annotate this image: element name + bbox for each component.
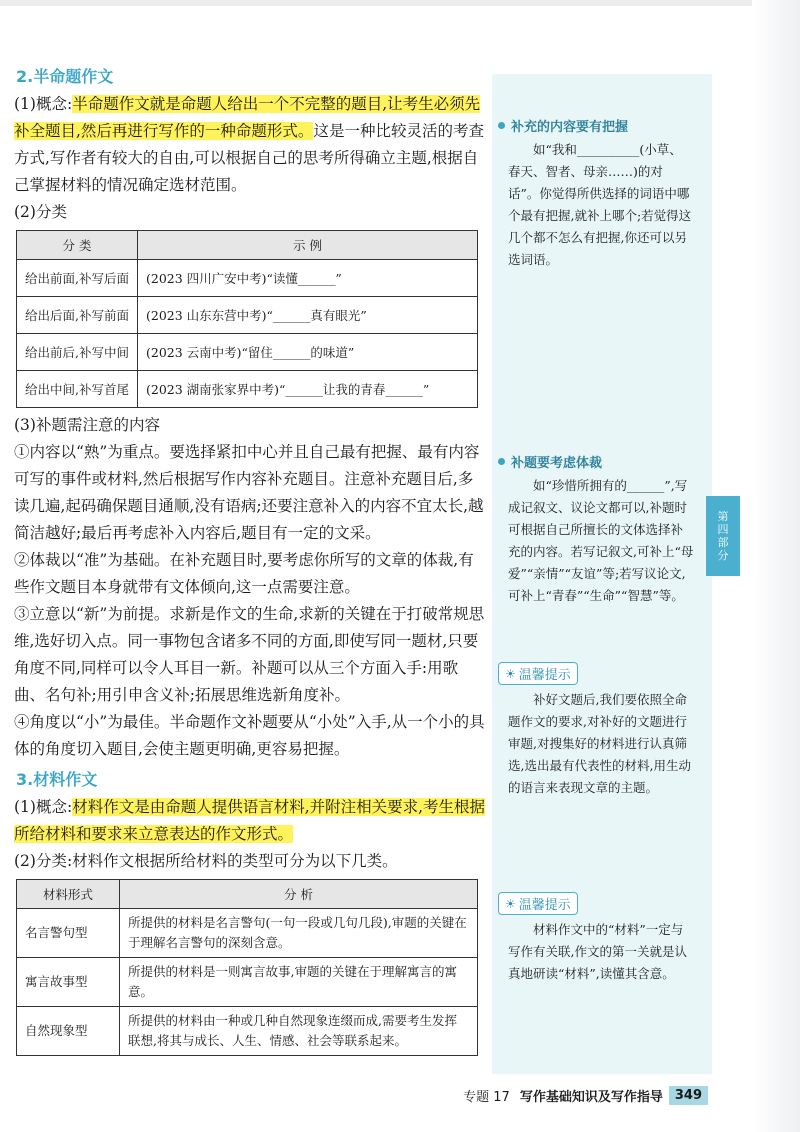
classification-table (16, 230, 478, 408)
highlighted-definition: 半命题作文就是命题人给出一个不完整的题目,让考生必须先补全题目,然后再进行写作的一种命题形式。 (14, 95, 481, 140)
material-table (16, 879, 478, 1056)
footer-topic: 专题 17 (463, 1090, 510, 1105)
chapter-side-tab: 第 四 部 分 (706, 496, 740, 576)
point-item: ①内容以“熟”为重点。要选择紧扣中心并且自己最有把握、最有内容可写的事件或材料,然后根据写作内容补充题目。注意补充题目后,多读几遍,起码确保题目通顺,没有语病;还要注意补入的内容不宜太长,越简洁越好;最后再考虑补入内容后,题目有一定的文采。 (14, 443, 484, 542)
table-header: 分 析 (120, 880, 478, 909)
tip1-title: 补充的内容要有把握 (511, 120, 629, 135)
warm-tip-badge: ☀ 温馨提示 (498, 892, 578, 915)
bullet-dot-icon (498, 122, 505, 129)
warm-tip-2-text: 材料作文中的“材料”一定与写作有关联,作文的第一关就是认真地研读“材料”,读懂其含意。 (508, 922, 687, 981)
warm-tip-1-text: 补好文题后,我们要依照全命题作文的要求,对补好的文题进行审题,对搜集好的材料进行认真筛选,选出最有代表性的材料,用生动的语言来表现文章的主题。 (508, 692, 691, 795)
table-row: 自然现象型 所提供的材料由一种或几种自然现象连缀而成,需要考生发挥联想,将其与成长、人生、情感、社会等联系起来。 (17, 1007, 478, 1056)
section-title-2: 2.半命题作文 (16, 67, 114, 86)
table-header: 示 例 (138, 231, 478, 260)
highlighted-definition: 材料作文是由命题人提供语言材料,并附注相关要求,考生根据所给材料和要求来立意表达的作文形式。 (14, 798, 486, 843)
point-item: ③立意以“新”为前提。求新是作文的生命,求新的关键在于打破常规思维,选好切入点。同一事物包含诸多不同的方面,即使写同一题材,只要角度不同,同样可以令人耳目一新。补题可以从三个方面入手:用歌曲、名句补;用引申含义补;拓展思维选新角度补。 (14, 605, 485, 704)
lightbulb-icon: ☀ (505, 666, 516, 681)
page-footer (463, 1086, 708, 1105)
sec3-classify: (2)分类:材料作文根据所给材料的类型可分为以下几类。 (14, 852, 398, 870)
warm-tip-1 (498, 662, 708, 799)
warm-tip-2 (498, 892, 708, 985)
tip-block-1 (498, 116, 708, 271)
lightbulb-icon: ☀ (505, 896, 516, 911)
sec3-concept: (1)概念:材料作文是由命题人提供语言材料,并附注相关要求,考生根据所给材料和要求来立意表达的作文形式。 (14, 798, 486, 843)
table-row: 给出前后,补写中间 (2023 云南中考)“留住______的味道” (17, 334, 478, 371)
table-header: 分 类 (17, 231, 138, 260)
tip2-title: 补题要考虑体裁 (511, 456, 603, 471)
warm-tip-badge: ☀ 温馨提示 (498, 662, 578, 685)
point-item: ④角度以“小”为最佳。半命题作文补题要从“小处”入手,从一个小的具体的角度切入题目,会使主题更明确,更容易把握。 (14, 713, 485, 758)
main-content (14, 60, 486, 1060)
section-title-3: 3.材料作文 (16, 770, 98, 789)
page-top-edge (0, 0, 800, 6)
tip-block-2 (498, 452, 708, 607)
sidebar (492, 74, 712, 1074)
tip2-text: 如“珍惜所拥有的______”,写成记叙文、议论文都可以,补题时可根据自己所擅长的文体选择补充的内容。若写记叙文,可补上“母爱”“亲情”“友谊”等;若写议论文,可补上“青春”“生命”“智慧”等。 (508, 478, 694, 603)
table-row: 寓言故事型 所提供的材料是一则寓言故事,审题的关键在于理解寓言的寓意。 (17, 958, 478, 1007)
table-row: 给出前面,补写后面 (2023 四川广安中考)“读懂______” (17, 260, 478, 297)
tip1-text: 如“我和__________(小草、春天、智者、母亲……)的对话”。你觉得所供选择的词语中哪个最有把握,就补上哪个;若觉得这几个都不怎么有把握,你还可以另选词语。 (508, 142, 692, 267)
sec2-classify-label: (2)分类 (14, 203, 67, 221)
sec2-attention-label: (3)补题需注意的内容 (14, 416, 160, 434)
table-header: 材料形式 (17, 880, 120, 909)
table-row: 给出后面,补写前面 (2023 山东东营中考)“______真有眼光” (17, 297, 478, 334)
page-number: 349 (669, 1086, 708, 1105)
point-item: ②体裁以“准”为基础。在补充题目时,要考虑你所写的文章的体裁,有些作文题目本身就带有文体倾向,这一点需要注意。 (14, 551, 474, 596)
bullet-dot-icon (498, 458, 505, 465)
table-row: 给出中间,补写首尾 (2023 湖南张家界中考)“______让我的青春______” (17, 371, 478, 408)
footer-title: 写作基础知识及写作指导 (519, 1090, 663, 1105)
page-gutter (752, 0, 800, 1132)
sec2-concept: (1)概念:半命题作文就是命题人给出一个不完整的题目,让考生必须先补全题目,然后再进行写作的一种命题形式。这是一种比较灵活的考查方式,写作者有较大的自由,可以根据自己的思考所得确立主题,根据自己掌握材料的情况确定选材范围。 (14, 95, 484, 194)
table-row: 名言警句型 所提供的材料是名言警句(一句一段或几句几段),审题的关键在于理解名言警句的深刻含意。 (17, 909, 478, 958)
